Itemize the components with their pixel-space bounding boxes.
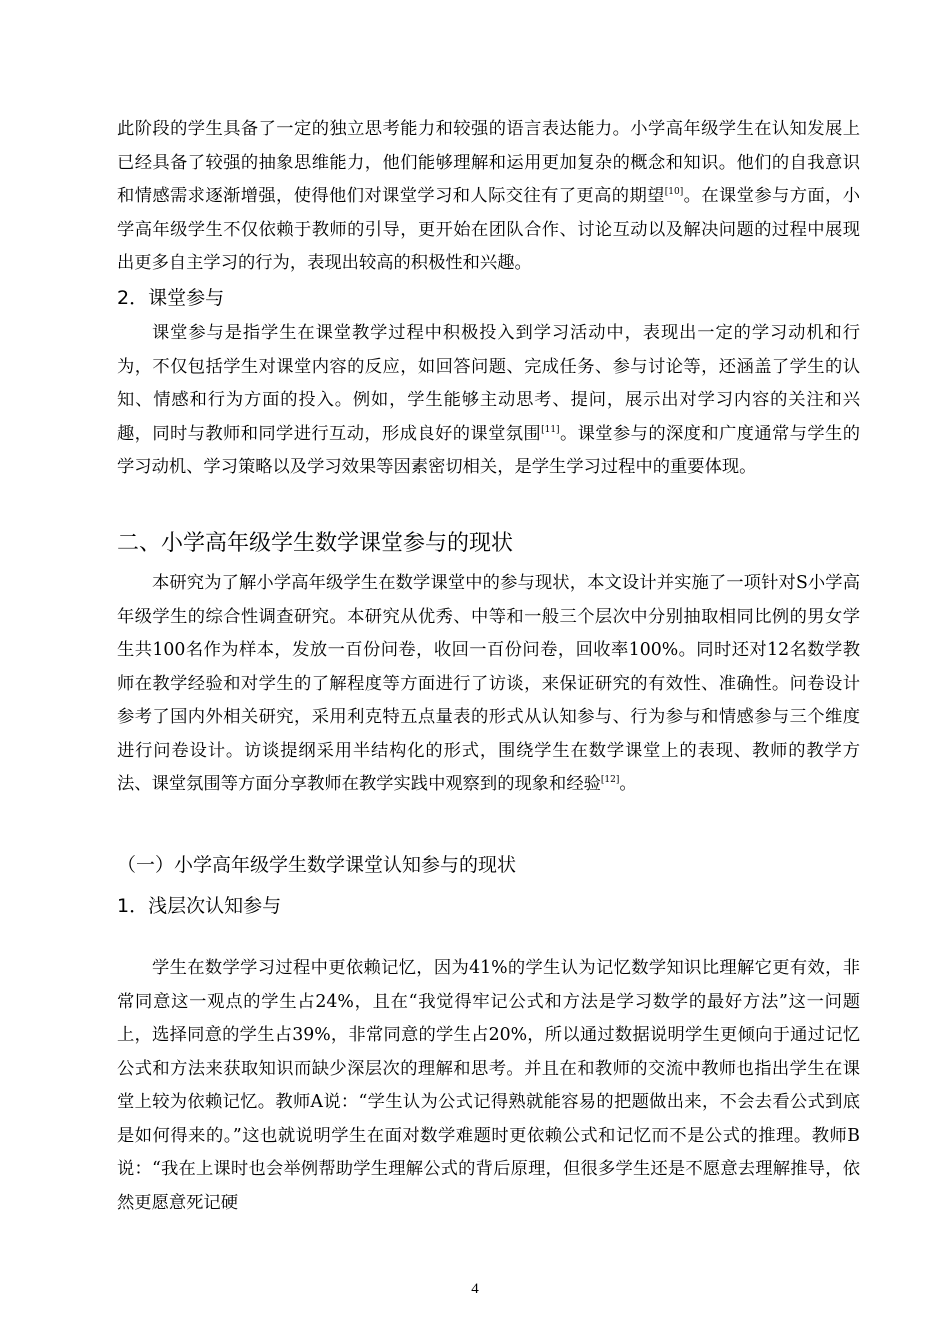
paragraph-text: 。 — [619, 774, 637, 794]
paragraph-text: 课堂参与是指学生在课堂教学过程中积极投入到学习活动中，表现出一定的学习动机和行为，不仅包括学生对课堂内容的反应，如回答问题、完成任务、参与讨论等，还涵盖了学生的认知、情感和行为方面的投入。例如，学生能够主动思考、提问，展示出对学习内容的关注和兴趣，同时与教师和同学进行互动，形成良好的课堂氛围 — [117, 323, 860, 444]
citation-ref: [10] — [664, 187, 684, 197]
paragraph-text: 此阶段的学生具备了一定的独立思考能力和较强的语言表达能力。小学高年级学生在认知发展上已经具备了较强的抽象思维能力，他们能够理解和运用更加复杂的概念和知识。他们的自我意识和情感需求逐渐增强，使得他们对课堂学习和人际交往有了更高的期望 — [117, 119, 860, 206]
page-number: 4 — [471, 1281, 479, 1297]
paragraph-research-design — [117, 567, 860, 802]
paragraph-student-characteristics — [117, 113, 860, 281]
paragraph-text: 学生在数学学习过程中更依赖记忆，因为41%的学生认为记忆数学知识比理解它更有效，非常同意这一观点的学生占24%，且在“我觉得牢记公式和方法是学习数学的最好方法”这一问题上，选择同意的学生占39%，非常同意的学生占20%，所以通过数据说明学生更倾向于通过记忆公式和方法来获取知识而缺少深层次的理解和思考。并且在和教师的交流中教师也指出学生在课堂上较为依赖记忆。教师A说：“学生认为公式记得熟就能容易的把题做出来，不会去看公式到底是如何得来的。”这也就说明学生在面对数学难题时更依赖公式和记忆而不是公式的推理。教师B说：“我在上课时也会举例帮助学生理解公式的背后原理，但很多学生还是不愿意去理解推导，依然更愿意死记硬 — [117, 958, 860, 1213]
heading-classroom-participation: 2．课堂参与 — [117, 287, 225, 309]
heading-shallow-cognitive-participation: 1．浅层次认知参与 — [117, 895, 282, 917]
section-heading-current-status: 二、小学高年级学生数学课堂参与的现状 — [117, 531, 514, 556]
paragraph-classroom-participation-definition — [117, 317, 860, 485]
paragraph-text: 。课堂参与的深度和广度通常与学生的学习动机、学习策略以及学习效果等因素密切相关，是学生学习过程中的重要体现。 — [117, 423, 860, 477]
paragraph-text: 。在课堂参与方面，小学高年级学生不仅依赖于教师的引导，更开始在团队合作、讨论互动以及解决问题的过程中展现出更多自主学习的行为，表现出较高的积极性和兴趣。 — [117, 186, 860, 273]
paragraph-memory-dependence — [117, 952, 860, 1220]
citation-ref: [12] — [600, 775, 620, 785]
paragraph-text: 本研究为了解小学高年级学生在数学课堂中的参与现状，本文设计并实施了一项针对S小学高年级学生的综合性调查研究。本研究从优秀、中等和一般三个层次中分别抽取相同比例的男女学生共100名作为样本，发放一百份问卷，收回一百份问卷，回收率100%。同时还对12名数学教师在教学经验和对学生的了解程度等方面进行了访谈，来保证研究的有效性、准确性。问卷设计参考了国内外相关研究，采用利克特五点量表的形式从认知参与、行为参与和情感参与三个维度进行问卷设计。访谈提纲采用半结构化的形式，围绕学生在数学课堂上的表现、教师的教学方法、课堂氛围等方面分享教师在教学实践中观察到的现象和经验 — [117, 573, 860, 794]
subsection-heading-cognitive-participation: （一）小学高年级学生数学课堂认知参与的现状 — [117, 854, 517, 876]
citation-ref: [11] — [541, 424, 560, 435]
